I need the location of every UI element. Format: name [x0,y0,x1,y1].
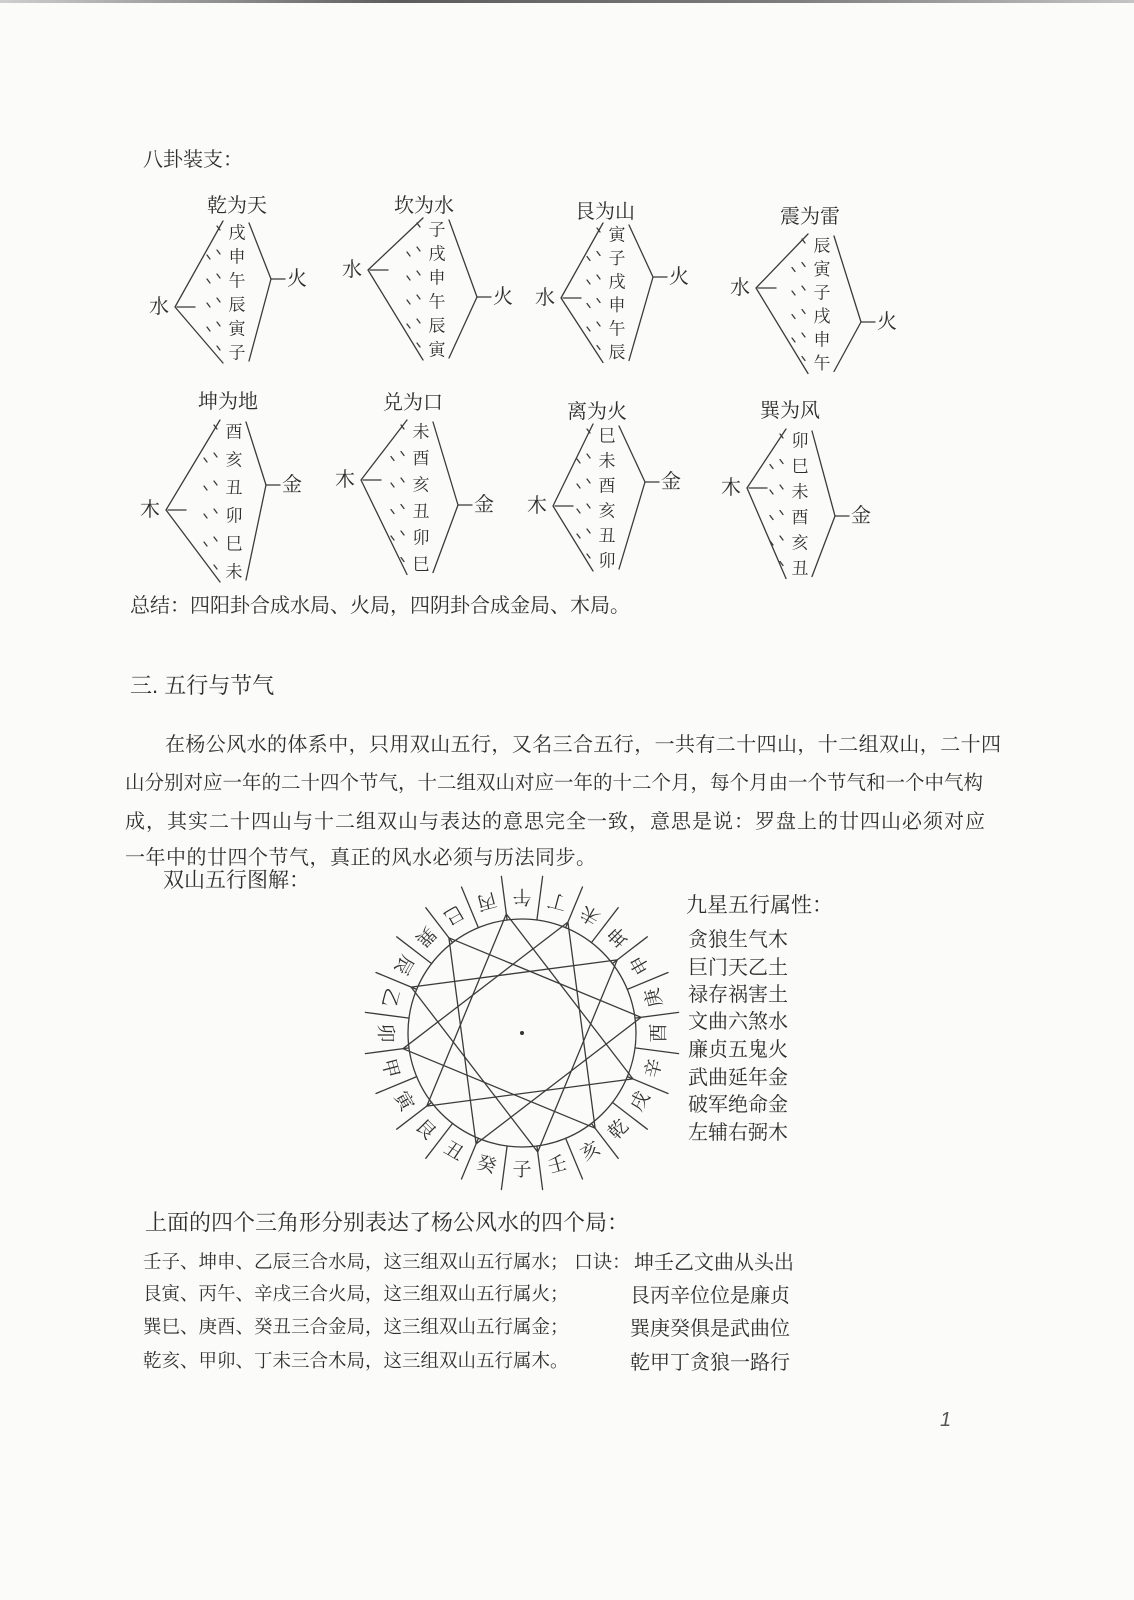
trigram-left-element: 水 [730,277,750,299]
right-bracket [812,431,835,577]
branch-label: 亥 [791,533,809,553]
nine-star-item: 文曲六煞水 [688,1011,788,1033]
ring-divider [365,1012,409,1018]
branch-label: 午 [228,271,246,291]
double-mountain-diagram [342,857,702,1217]
mountain-label: 坤 [604,921,634,951]
tick-mark [802,286,805,290]
branch-label: 酉 [225,422,243,442]
trigram-right-element: 火 [287,268,307,290]
tick-mark [401,452,404,456]
paragraph-line: 山分别对应一年的二十四个节气，十二组双山对应一年的十二个月，每个月由一个节气和一个中气构 [125,772,984,794]
tick-mark [577,509,580,513]
ring-divider [635,1048,679,1054]
nine-star-item: 禄存祸害土 [688,984,788,1006]
tick-mark [207,279,210,283]
tick-mark [204,542,207,546]
tick-mark [770,465,773,469]
tick-mark [577,459,580,463]
diagram-caption: 双山五行图解： [163,869,310,892]
paragraph-line: 一年中的廿四个节气，真正的风水必须与历法同步。 [125,847,597,869]
tick-mark [780,511,783,515]
tick-mark [214,481,217,485]
trigram-left-element: 水 [535,287,555,309]
mountain-label: 丙 [474,888,499,914]
tick-mark [214,565,217,569]
four-ju-line: 乾亥、甲卯、丁未三合木局，这三组双山五行属木。 [143,1350,569,1371]
koujue-line: 巽庚癸俱是武曲位 [630,1318,790,1340]
tick-mark [401,531,404,535]
branch-label: 卯 [412,528,430,548]
mountain-label: 丑 [440,1137,467,1166]
trigram-diagram [730,205,897,374]
koujue-line: 艮丙辛位位是廉贞 [630,1285,790,1307]
right-bracket [834,236,861,372]
tick-mark [207,255,210,259]
trigram-title: 震为雷 [780,206,840,228]
branch-label: 亥 [598,501,616,521]
tick-mark [587,454,590,458]
tick-mark [780,485,783,489]
tick-mark [401,478,404,482]
mountain-label: 酉 [648,1023,670,1043]
left-bracket [561,223,603,363]
koujue-label: 口诀： [574,1252,632,1273]
branch-label: 丑 [225,478,243,498]
branch-label: 子 [428,220,446,240]
tick-mark [401,558,404,562]
trigram-title: 艮为山 [575,201,635,223]
branch-label: 辰 [813,236,831,256]
mountain-label: 辰 [389,951,418,978]
tick-mark [587,504,590,508]
tick-mark [391,536,394,540]
tick-mark [597,299,600,303]
branch-label: 戌 [228,223,246,243]
tick-mark [770,490,773,494]
trigram-diagram [149,194,307,363]
right-bracket [629,225,653,361]
tick-mark [391,457,394,461]
page-number: 1 [940,1409,952,1431]
trigram-left-element: 木 [140,499,160,521]
trigram-diagram [342,194,513,360]
four-ju-line: 巽巳、庚酉、癸丑三合金局，这三组双山五行属金； [143,1316,569,1337]
trigram-title: 离为火 [567,401,627,423]
mountain-label: 甲 [377,1056,403,1081]
mountain-label: 丁 [545,888,570,914]
trigram-left-element: 水 [342,259,362,281]
ring-divider [501,1146,507,1190]
ring-divider [537,1146,543,1190]
trigram-diagram [535,200,689,363]
tick-mark [207,303,210,307]
four-ju-intro: 上面的四个三角形分别表达了杨公风水的四个局： [145,1210,630,1235]
branch-label: 丑 [791,559,809,578]
tick-mark [417,247,420,251]
branch-label: 子 [608,249,626,268]
tick-mark [577,484,580,488]
branch-label: 卯 [791,431,809,451]
mountain-label: 乙 [377,985,403,1010]
tick-mark [802,357,805,361]
tick-mark [217,298,220,302]
ring-divider [635,1012,679,1018]
nine-star-item: 武曲延年金 [688,1067,788,1089]
tick-mark [214,509,217,513]
nine-star-item: 贪狼生气木 [688,929,788,951]
branch-label: 申 [428,268,446,288]
tick-mark [792,291,795,295]
mountain-label: 辛 [641,1056,667,1081]
branch-label: 申 [813,330,831,350]
tick-mark [802,333,805,337]
tick-mark [587,304,590,308]
sanhe-triangle [403,922,595,1128]
ring-divider [501,876,507,920]
branch-label: 午 [608,319,626,339]
mountain-label: 亥 [577,1137,604,1166]
mountain-label: 未 [577,900,604,929]
tick-mark [417,343,420,347]
left-bracket [747,429,786,579]
section-heading: 三. 五行与节气 [130,673,275,698]
branch-label: 卯 [225,506,243,526]
trigram-right-element: 金 [474,494,494,516]
trigram-title: 巽为风 [760,400,820,422]
tick-mark [204,458,207,462]
trigram-left-element: 木 [721,477,741,499]
mountain-label: 巳 [440,900,467,929]
trigram-title: 乾为天 [207,195,267,217]
sanhe-triangle [449,938,641,1144]
branch-label: 寅 [428,340,446,360]
branch-label: 巳 [598,426,616,446]
trigram-left-element: 木 [335,469,355,491]
tick-mark [391,510,394,514]
branch-label: 酉 [412,449,430,468]
left-bracket [756,234,808,374]
nine-star-item: 左辅右弼木 [688,1122,788,1144]
mountain-label: 卯 [374,1023,396,1043]
nine-star-item: 破军绝命金 [688,1094,788,1116]
branch-label: 亥 [412,475,430,495]
branch-label: 辰 [608,343,626,362]
mountain-label: 癸 [474,1152,499,1178]
mountain-label: 庚 [641,985,667,1010]
branch-label: 未 [412,422,430,442]
right-bracket [449,220,477,358]
right-bracket [619,426,645,569]
paragraph-line: 在杨公风水的体系中，只用双山五行，又名三合五行，一共有二十四山，十二组双山，二十四 [165,734,1002,756]
tick-mark [401,505,404,509]
trigram-right-element: 金 [851,505,871,527]
trigram-diagram [140,390,302,582]
tick-mark [217,346,220,350]
nine-star-item: 巨门天乙土 [688,957,788,979]
trigram-title: 坤为地 [198,391,258,413]
ring-divider [365,1048,409,1054]
branch-label: 酉 [791,508,809,527]
mountain-label: 午 [512,885,532,907]
tick-mark [407,252,410,256]
right-bracket [246,422,266,580]
branch-label: 未 [791,482,809,502]
left-bracket [361,420,407,575]
left-bracket [166,420,220,582]
tick-mark [597,346,600,350]
tick-mark [417,271,420,275]
tick-mark [780,536,783,540]
branch-label: 午 [813,354,831,373]
nine-stars-title: 九星五行属性： [686,894,833,917]
branch-label: 戌 [813,307,831,326]
trigram-left-element: 木 [527,495,547,517]
branch-label: 午 [428,292,446,312]
tick-mark [587,529,590,533]
mountain-label: 乾 [604,1115,634,1145]
mountain-label: 艮 [410,1115,440,1145]
tick-mark [587,554,590,558]
branch-label: 申 [228,247,246,267]
trigram-right-element: 火 [669,266,689,288]
tick-mark [597,252,600,256]
trigram-title: 兑为口 [383,392,443,414]
branch-label: 卯 [598,551,616,571]
nine-star-item: 廉贞五鬼火 [688,1039,788,1061]
tick-mark [417,319,420,323]
branch-label: 未 [598,451,616,471]
tick-mark [407,324,410,328]
tick-mark [204,486,207,490]
trigram-diagram [721,399,871,579]
branch-label: 巳 [225,534,243,554]
tick-mark [407,276,410,280]
tick-mark [407,300,410,304]
branch-label: 申 [608,296,626,315]
tick-mark [597,322,600,326]
koujue-line: 坤壬乙文曲从头出 [634,1252,794,1274]
tick-mark [587,257,590,261]
trigram-left-element: 水 [149,296,169,318]
left-bracket [553,424,593,571]
mountain-label: 戌 [626,1088,655,1115]
tick-mark [391,483,394,487]
paragraph-line: 成，其实二十四山与十二组双山与表达的意思完全一致，意思是说：罗盘上的廿四山必须对应 [125,811,986,833]
trigram-right-element: 火 [877,311,897,333]
trigram-right-element: 金 [661,471,681,493]
trigram-diagram [527,400,681,571]
branch-label: 未 [225,562,243,582]
branch-label: 巳 [791,457,809,476]
tick-mark [587,280,590,284]
tick-mark [417,295,420,299]
tick-mark [204,514,207,518]
left-bracket [175,221,223,363]
sanhe-triangle [411,960,617,1152]
branch-label: 丑 [412,502,430,521]
branch-label: 子 [228,343,246,363]
branch-label: 戌 [608,272,626,292]
tick-mark [792,315,795,319]
tick-mark [214,537,217,541]
branch-label: 寅 [608,225,626,245]
right-bracket [249,223,271,361]
tick-mark [597,275,600,279]
center-dot [520,1031,524,1035]
tick-mark [770,516,773,520]
four-ju-line: 艮寅、丙午、辛戌三合火局，这三组双山五行属火； [143,1283,569,1304]
mountain-label: 寅 [389,1088,418,1115]
koujue-line: 乾甲丁贪狼一路行 [630,1352,790,1374]
ring-divider [537,876,543,920]
branch-label: 寅 [813,260,831,279]
tick-mark [577,534,580,538]
left-bracket [368,218,423,360]
branch-label: 丑 [598,526,616,546]
tick-mark [792,268,795,272]
branch-label: 亥 [225,450,243,470]
tick-mark [217,274,220,278]
mountain-label: 巽 [410,921,440,951]
tick-mark [587,479,590,483]
trigram-right-element: 火 [493,286,513,308]
branch-label: 辰 [428,316,446,336]
branch-label: 戌 [428,244,446,264]
branch-label: 子 [813,283,831,303]
branch-label: 酉 [598,476,616,496]
tick-mark [587,327,590,331]
sanhe-triangle [427,914,633,1106]
trigram-diagram [335,391,494,575]
tick-mark [802,263,805,267]
tick-mark [207,327,210,331]
trigram-right-element: 金 [282,474,302,496]
right-bracket [433,422,458,573]
mountain-label: 壬 [545,1152,570,1178]
trigram-diagrams [0,0,1134,600]
bagua-summary: 总结：四阳卦合成水局、火局，四阴卦合成金局、木局。 [130,595,630,617]
trigram-title: 坎为水 [394,195,454,217]
mountain-label: 子 [512,1159,532,1181]
tick-mark [217,322,220,326]
mountain-label: 申 [626,951,655,978]
branch-label: 辰 [228,295,246,315]
four-ju-line: 壬子、坤申、乙辰三合水局，这三组双山五行属水； [143,1251,569,1272]
tick-mark [802,310,805,314]
tick-mark [792,338,795,342]
tick-mark [214,453,217,457]
tick-mark [217,250,220,254]
branch-label: 寅 [228,319,246,339]
tick-mark [780,460,783,464]
bagua-title: 八卦装支： [143,149,243,171]
branch-label: 巳 [412,555,430,574]
